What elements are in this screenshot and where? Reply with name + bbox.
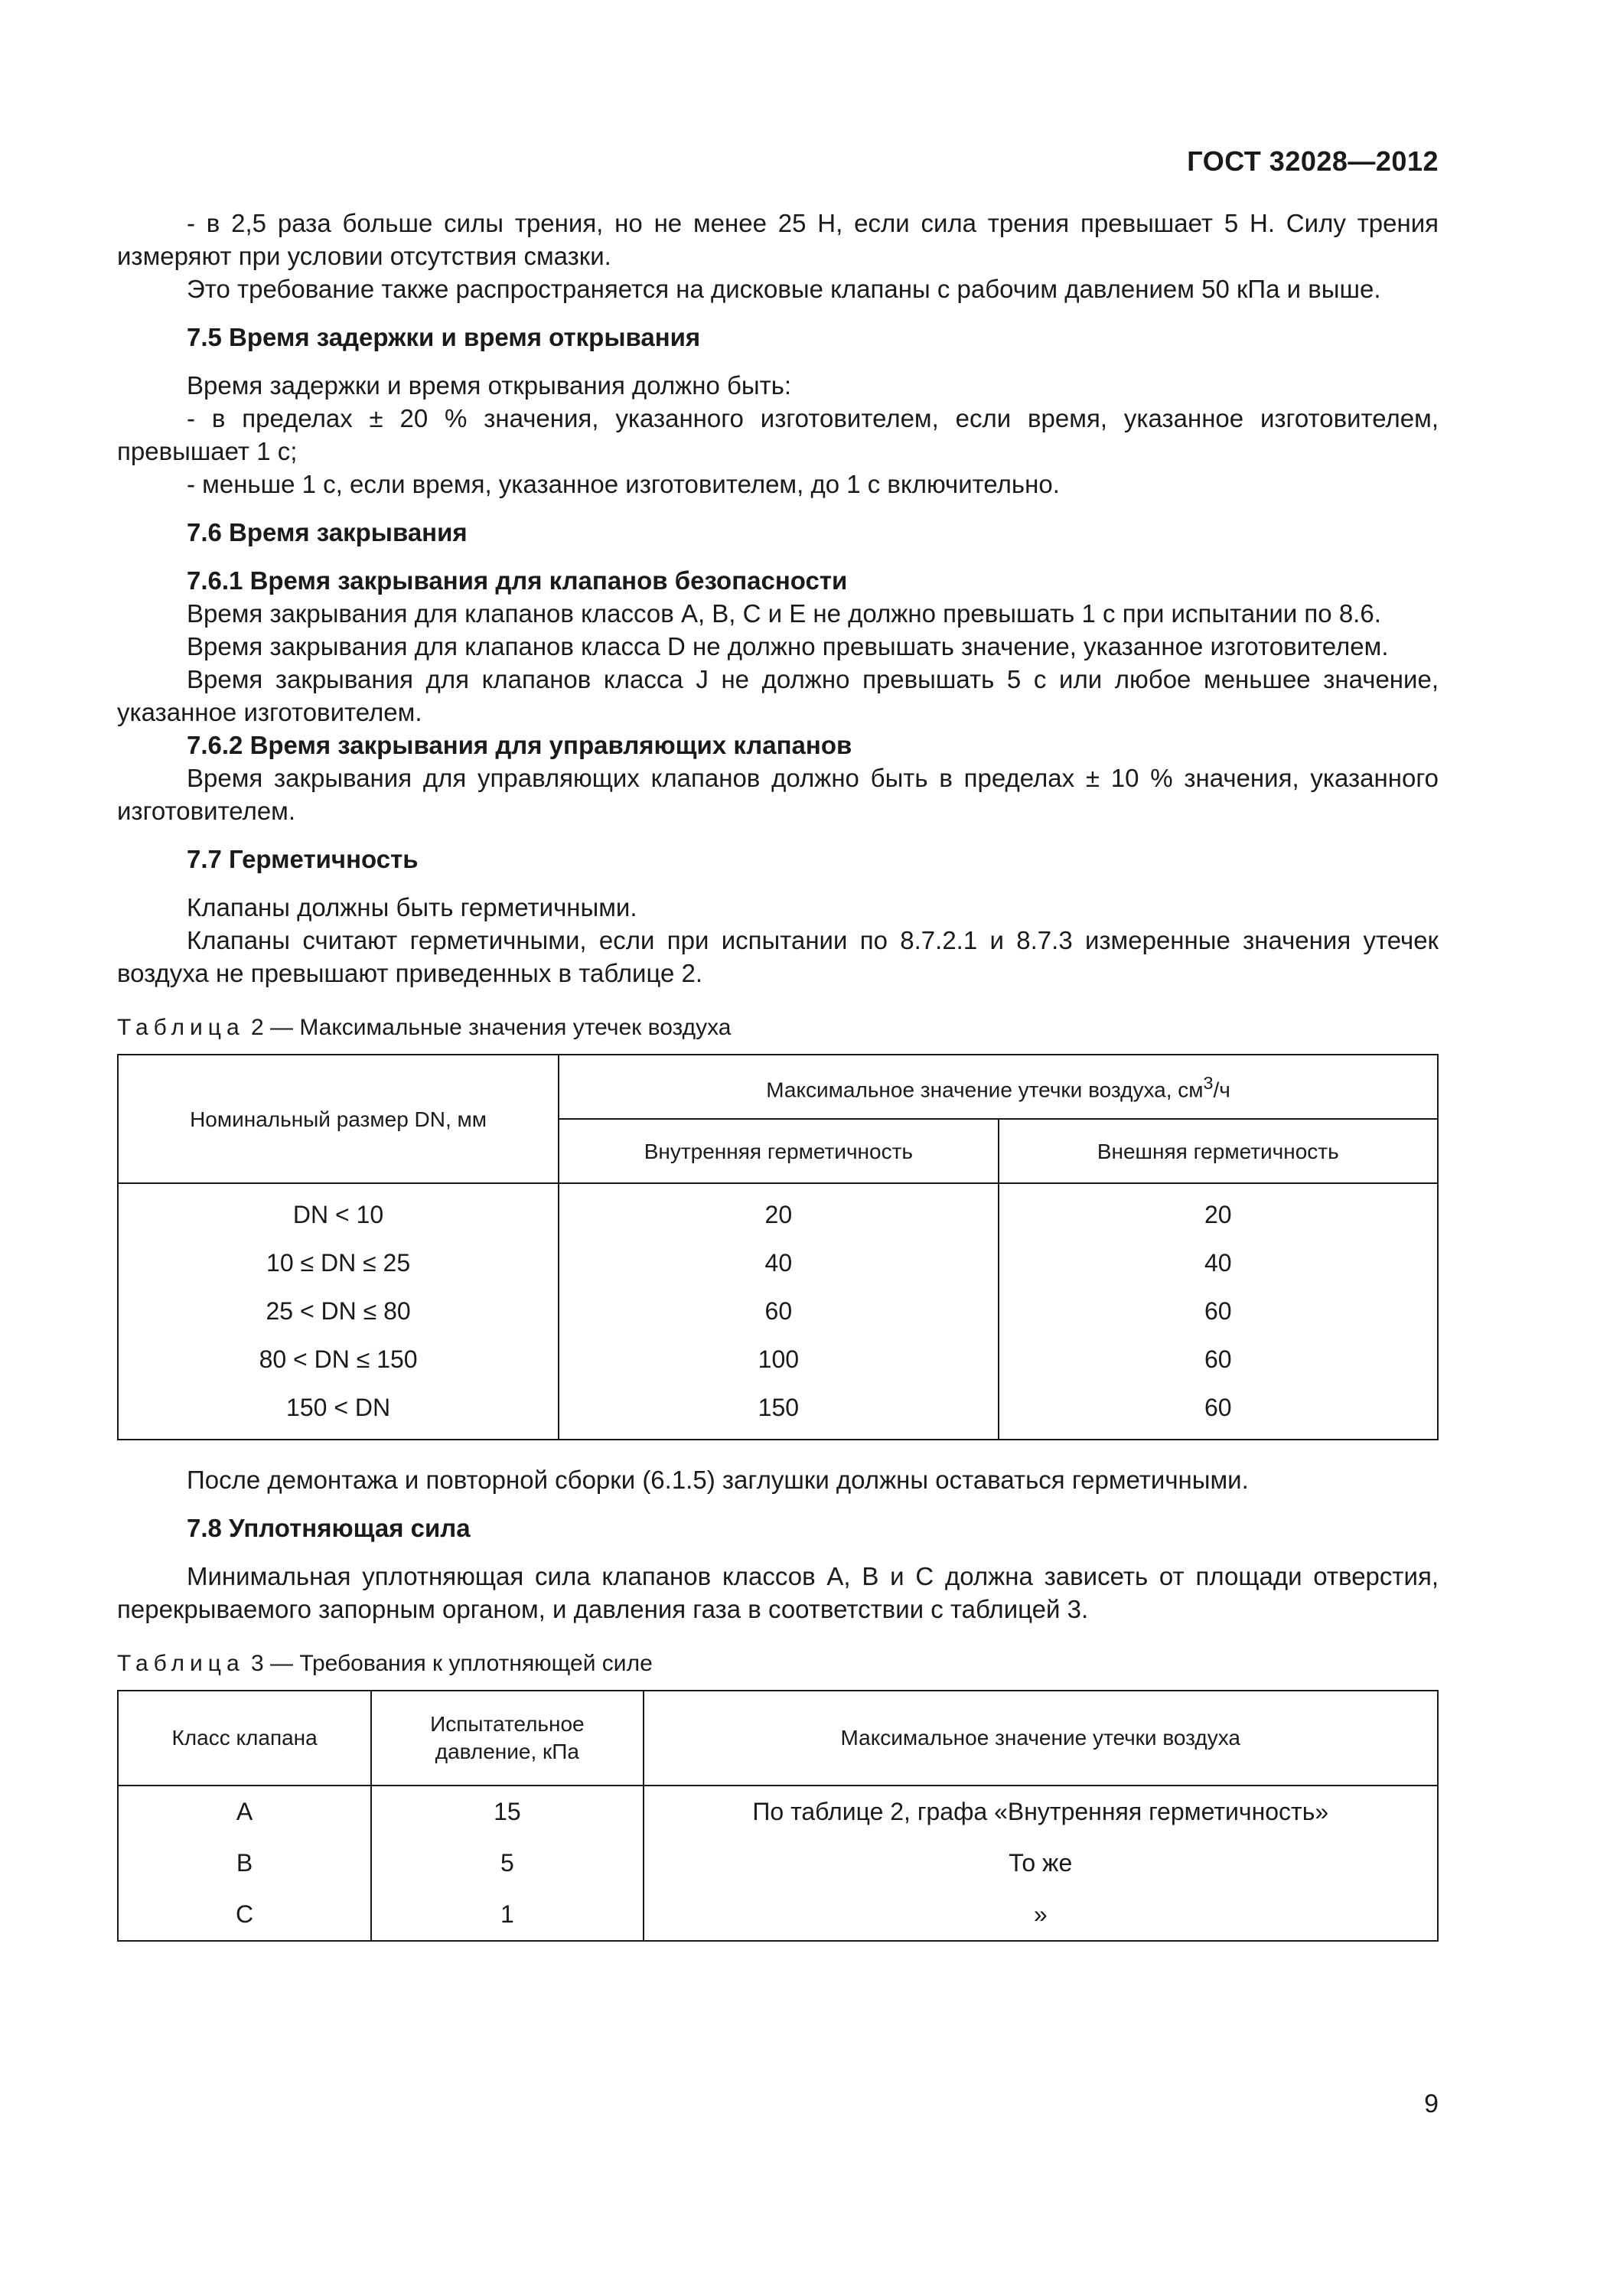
- table-2-header-group: [559, 1055, 1438, 1119]
- table-cell-external: 40: [999, 1239, 1438, 1287]
- page-number: 9: [1424, 2089, 1439, 2118]
- table-3-header-class: Класс клапана: [118, 1691, 371, 1786]
- paragraph: Время закрывания для клапанов класса D не должно превышать значение, указанное изготовителем.: [187, 632, 1389, 660]
- table-cell-internal: 20: [559, 1183, 998, 1239]
- table-3-caption-text: 3 — Требования к уплотняющей силе: [244, 1651, 653, 1676]
- table-cell-internal: 150: [559, 1384, 998, 1440]
- table-3: [117, 1690, 1439, 1942]
- paragraph: Время закрывания для управляющих клапанов должно быть в пределах ± 10 % значения, указанного изготовителем.: [117, 764, 1439, 825]
- paragraph: Время закрывания для клапанов класса J не должно превышать 5 с или любое меньшее значение, указанное изготовителем.: [117, 665, 1439, 726]
- table-2-header-group-sup: 3: [1203, 1073, 1214, 1094]
- paragraph: После демонтажа и повторной сборки (6.1.5) заглушки должны оставаться герметичными.: [187, 1466, 1249, 1494]
- table-cell-class: С: [118, 1889, 371, 1941]
- table-2-header-group-tail: /ч: [1213, 1078, 1230, 1102]
- table-2-caption-text: 2 — Максимальные значения утечек воздуха: [244, 1015, 732, 1040]
- table-3-header-pressure: [371, 1691, 643, 1786]
- page-content: [117, 207, 1439, 1942]
- table-cell-pressure: 5: [371, 1838, 643, 1889]
- table-2-caption-word: Таблица: [117, 1015, 245, 1040]
- section-heading-7-7: 7.7 Герметичность: [187, 845, 419, 873]
- table-cell-dn: DN < 10: [118, 1183, 559, 1239]
- table-2-header-dn: Номинальный размер DN, мм: [118, 1055, 559, 1183]
- section-heading-7-6-2: 7.6.2 Время закрывания для управляющих клапанов: [187, 731, 852, 759]
- paragraph: Это требование также распространяется на дисковые клапаны с рабочим давлением 50 кПа и выше.: [187, 275, 1381, 303]
- section-heading-7-6: 7.6 Время закрывания: [187, 518, 468, 546]
- table-2-header-external: Внешняя герметичность: [999, 1119, 1438, 1183]
- table-cell-external: 60: [999, 1384, 1438, 1440]
- table-2-header-internal: Внутренняя герметичность: [559, 1119, 998, 1183]
- table-row: [118, 1239, 1438, 1287]
- table-3-caption: [117, 1649, 1439, 1679]
- paragraph: Время закрывания для клапанов классов А, В, С и Е не должно превышать 1 с при испытании по 8.6.: [187, 599, 1381, 628]
- table-row: [118, 1889, 1438, 1941]
- table-cell-external: 20: [999, 1183, 1438, 1239]
- table-3-header-value: Максимальное значение утечки воздуха: [644, 1691, 1438, 1786]
- table-cell-external: 60: [999, 1336, 1438, 1384]
- table-row: [118, 1183, 1438, 1239]
- table-cell-internal: 100: [559, 1336, 998, 1384]
- section-heading-7-6-1: 7.6.1 Время закрывания для клапанов безопасности: [187, 566, 848, 595]
- paragraph: - в 2,5 раза больше силы трения, но не менее 25 Н, если сила трения превышает 5 Н. Силу трения измеряют при условии отсутствия смазки.: [117, 209, 1439, 270]
- paragraph: - в пределах ± 20 % значения, указанного изготовителем, если время, указанное изготовителем, превышает 1 с;: [117, 404, 1439, 465]
- table-row: [118, 1838, 1438, 1889]
- table-cell-dn: 80 < DN ≤ 150: [118, 1336, 559, 1384]
- table-cell-pressure: 15: [371, 1786, 643, 1838]
- table-cell-external: 60: [999, 1287, 1438, 1336]
- table-cell-dn: 25 < DN ≤ 80: [118, 1287, 559, 1336]
- paragraph: Клапаны должны быть герметичными.: [187, 893, 637, 921]
- table-row: [118, 1384, 1438, 1440]
- paragraph: Клапаны считают герметичными, если при испытании по 8.7.2.1 и 8.7.3 измеренные значения утечек воздуха не превышают приведенных в таблице 2.: [117, 926, 1439, 987]
- document-id: ГОСТ 32028—2012: [1187, 145, 1439, 177]
- section-heading-7-5: 7.5 Время задержки и время открывания: [187, 323, 701, 351]
- section-heading-7-8: 7.8 Уплотняющая сила: [187, 1514, 471, 1542]
- table-row: [118, 1336, 1438, 1384]
- table-2: [117, 1054, 1439, 1440]
- table-cell-internal: 60: [559, 1287, 998, 1336]
- table-2-caption: [117, 1013, 1439, 1043]
- table-cell-class: В: [118, 1838, 371, 1889]
- table-row: [118, 1786, 1438, 1838]
- table-row: [118, 1287, 1438, 1336]
- table-2-header-group-text: Максимальное значение утечки воздуха, см: [766, 1078, 1204, 1102]
- paragraph: Время задержки и время открывания должно быть:: [187, 371, 792, 400]
- table-cell-pressure: 1: [371, 1889, 643, 1941]
- table-cell-value: По таблице 2, графа «Внутренняя герметичность»: [644, 1786, 1438, 1838]
- table-cell-internal: 40: [559, 1239, 998, 1287]
- paragraph: Минимальная уплотняющая сила клапанов классов А, В и С должна зависеть от площади отверстия, перекрываемого запорным органом, и давления газа в соответствии с таблицей 3.: [117, 1562, 1439, 1623]
- paragraph: - меньше 1 с, если время, указанное изготовителем, до 1 с включительно.: [187, 470, 1060, 498]
- table-cell-class: А: [118, 1786, 371, 1838]
- table-cell-dn: 150 < DN: [118, 1384, 559, 1440]
- table-cell-dn: 10 ≤ DN ≤ 25: [118, 1239, 559, 1287]
- table-cell-value: То же: [644, 1838, 1438, 1889]
- table-3-header-pressure-line1: Испытательное: [430, 1712, 585, 1736]
- table-3-header-pressure-line2: давление, кПа: [435, 1740, 579, 1763]
- table-cell-value: »: [644, 1889, 1438, 1941]
- table-3-caption-word: Таблица: [117, 1651, 245, 1676]
